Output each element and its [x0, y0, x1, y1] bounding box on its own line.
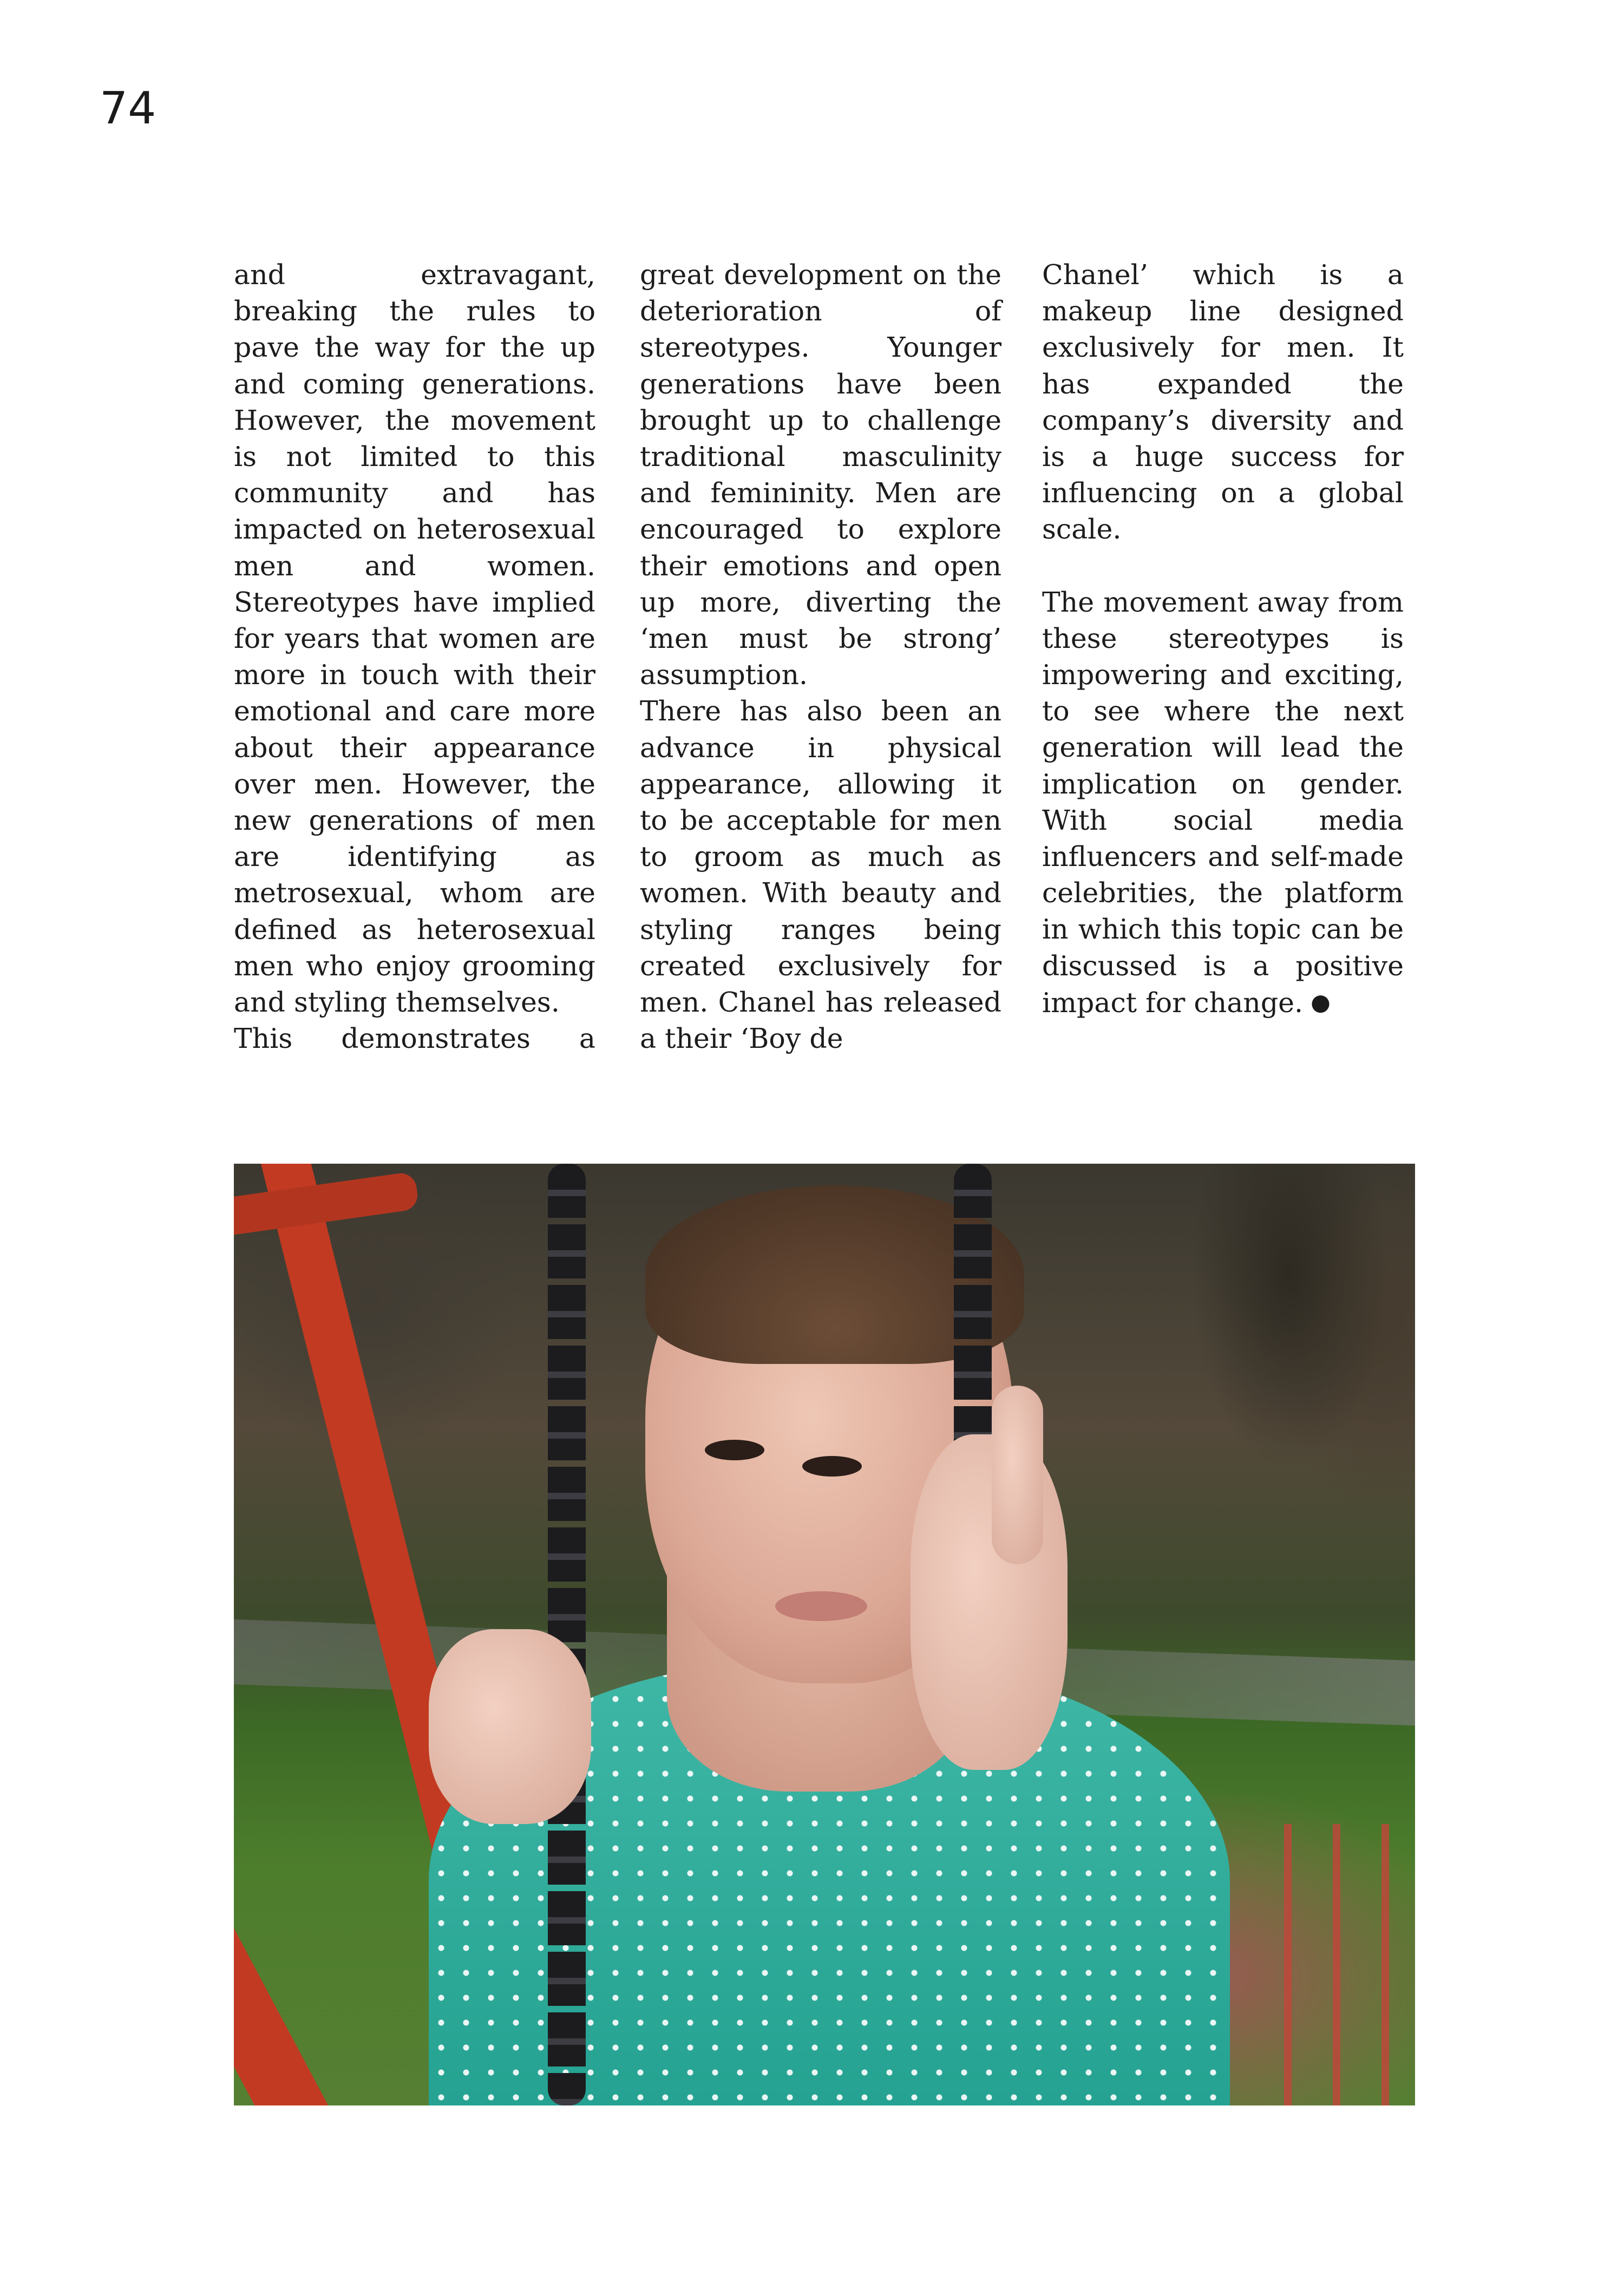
- photo-swing-chain-left: [548, 1164, 586, 2105]
- paragraph: and extravagant, breaking the rules to pave the way for the up and coming generations. However, the movement is not limited to this community and has impacted on heterosexual men and women. Stereotypes have implied for years that women are more in touch with their emotional and care more about their appearance over men. However, the new generations of men are identifying as metrosexual, whom are defined as heterosexual men who enjoy grooming and styling themselves.: [234, 259, 595, 1019]
- page-number: 74: [100, 83, 156, 134]
- photo-lips: [775, 1591, 867, 1621]
- photo-raised-finger: [992, 1386, 1043, 1564]
- end-mark-icon: ●: [1311, 988, 1331, 1015]
- article-column-1: [234, 257, 595, 1057]
- feature-photograph: [234, 1164, 1415, 2105]
- photo-eye: [802, 1456, 862, 1477]
- paragraph-text: The movement away from these stereotypes is impowering and exciting, to see where the next generation will lead the implication on gender. With social media influencers and self-made celebrities, the platform in which this topic can be discussed is a positive impact for change.: [1042, 586, 1404, 1019]
- photo-eye: [705, 1440, 764, 1460]
- paragraph: [1042, 584, 1404, 1021]
- photo-red-fence: [1262, 1824, 1415, 2105]
- paragraph: Chanel’ which is a makeup line designed exclusively for men. It has expanded the company’s diversity and is a huge success for influencing on a global scale.: [1042, 259, 1404, 546]
- photo-hand-left: [429, 1629, 591, 1824]
- article-column-2: [640, 257, 1001, 1057]
- paragraph: great development on the deterioration of stereotypes. Younger generations have been brought up to challenge traditional masculinity and femininity. Men are encouraged to explore their emotions and open up more, diverting the ‘men must be strong’ assumption.: [640, 259, 1001, 691]
- photo-hand-right: [911, 1434, 1068, 1770]
- paragraph: There has also been an advance in physical appearance, allowing it to be acceptable for men to groom as much as women. With beauty and styling ranges being created exclusively for men. Chanel has released a their ‘Boy de: [640, 695, 1001, 1055]
- paragraph: This demonstrates a: [234, 1022, 595, 1055]
- photo-red-frame: [234, 1839, 339, 2105]
- article-column-3: [1042, 257, 1404, 1021]
